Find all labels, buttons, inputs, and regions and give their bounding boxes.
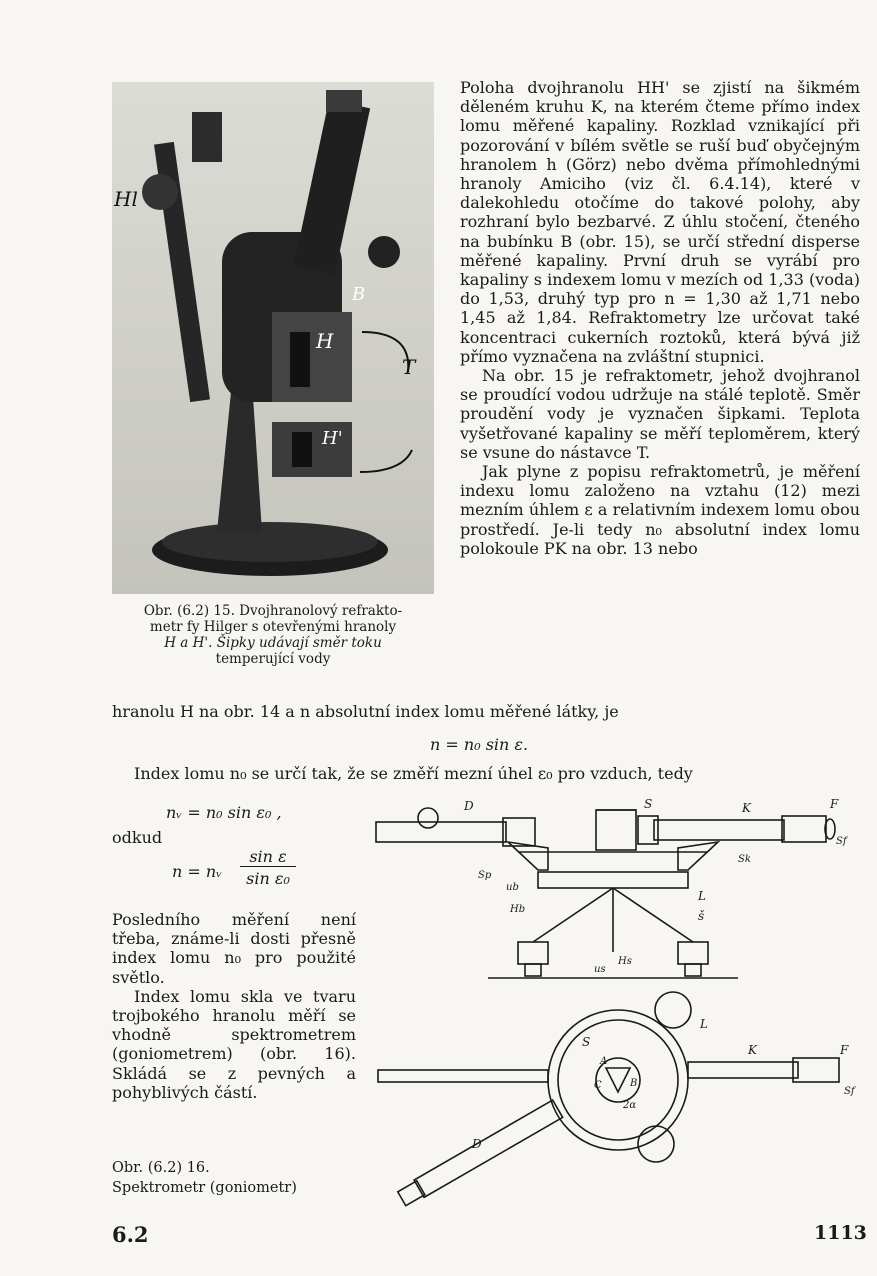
spectrometer-diagram: [368, 792, 868, 1212]
diagram-label-S-top: S: [644, 797, 653, 811]
formula-1: n = n₀ sin ε.: [430, 735, 529, 754]
paragraph-3: Jak plyne z popisu refraktometrů, je měření indexu lomu založeno na vztahu (12) mezi mezním úhlem ε a relativním indexem lomu obou prostředí. Je-li tedy n₀ absolutní index lomu polokoule PK na obr. 13 nebo: [460, 462, 860, 558]
page-number: 1113: [814, 1222, 867, 1244]
diagram-label-ub: ub: [506, 882, 519, 893]
caption15-line4: temperující vody: [215, 651, 331, 667]
diagram-label-Sf-top: Sf: [836, 836, 847, 847]
diagram-label-L-bottom: L: [700, 1017, 708, 1031]
refractometer-photo: [112, 82, 434, 594]
diagram-label-Sk: Sk: [738, 854, 751, 865]
label-B: B: [352, 284, 366, 305]
index-line: Index lomu n₀ se určí tak, že se změří mezní úhel ε₀ pro vzduch, tedy: [134, 764, 693, 783]
left-column-text: [112, 910, 356, 1102]
caption15-line3: H a H'. Šipky udávají směr toku: [164, 635, 382, 651]
diagram-label-Hb: Hb: [510, 904, 526, 915]
formula-3-numerator: sin ε: [240, 848, 296, 867]
caption16-line2: Spektrometr (goniometr): [112, 1180, 297, 1196]
diagram-label-A: A: [600, 1056, 608, 1067]
left-paragraph-1: Posledního měření není třeba, známe-li dosti přesně index lomu n₀ pro použité světlo.: [112, 910, 356, 987]
caption15-line2: metr fy Hilger s otevřenými hranoly: [149, 619, 397, 635]
caption16-line1: Obr. (6.2) 16.: [112, 1160, 210, 1176]
diagram-label-s-top: š: [698, 909, 705, 923]
diagram-label-F-bottom: F: [840, 1043, 849, 1057]
label-H: H: [316, 329, 334, 353]
diagram-label-Sf-bottom: Sf: [844, 1086, 855, 1097]
left-paragraph-2: Index lomu skla ve tvaru trojbokého hranolu měří se vhodně spektrometrem (goniometrem) (obr. 16). Skládá se z pevných a pohyblivých částí.: [112, 986, 356, 1102]
paragraph-2: Na obr. 15 je refraktometr, jehož dvojhranol se proudící vodou udržuje na stálé teplotě. Směr proudění vody je vyznačen šipkami. Teplota vyšetřované kapaliny se měří teploměrem, který se vsune do nástavce T.: [460, 366, 860, 462]
paragraph-1: Poloha dvojhranolu HH' se zjistí na šikmém děleném kruhu K, na kterém čteme přímo index lomu měřené kapaliny. Rozklad vznikající při pozorování v bílém světle se ruší buď obyčejným hranolem h (Görz) nebo dvěma přímohlednými hranoly Amiciho (viz čl. 6.4.14), které v dalekohledu otočíme do takové polohy, aby rozhraní bylo bezbarvé. Z úhlu stočení, čteného na bubínku B (obr. 15), se určí střední disperse měřené kapaliny. První druh se vyrábí pro kapaliny s indexem lomu v mezích od 1,33 (voda) do 1,53, druhý typ pro n = 1,30 až 1,71 nebo 1,45 až 1,84. Refraktometry lze určovat také koncentraci cukerních roztoků, která bývá již přímo vyznačena na zvláštní stupnici.: [460, 78, 860, 366]
diagram-label-2alpha: 2α: [623, 1100, 637, 1111]
diagram-label-B: B: [630, 1078, 638, 1089]
diagram-label-us: us: [594, 964, 606, 975]
diagram-label-D-bottom: D: [472, 1137, 482, 1151]
figure-16-caption: [112, 1158, 297, 1198]
odkud-word: odkud: [112, 828, 163, 847]
section-number: 6.2: [112, 1222, 149, 1247]
diagram-label-D-top: D: [464, 799, 474, 813]
label-T: T: [402, 355, 416, 379]
diagram-label-K-top: K: [742, 801, 751, 815]
full-width-line: hranolu H na obr. 14 a n absolutní index lomu měřené látky, je: [112, 702, 619, 721]
formula-3-lhs: n = nᵥ: [172, 862, 223, 881]
diagram-label-F-top: F: [830, 797, 839, 811]
diagram-label-S-bottom: S: [582, 1035, 591, 1049]
diagram-label-K-bottom: K: [748, 1043, 757, 1057]
formula-3-denominator: sin ε₀: [246, 869, 290, 888]
diagram-label-Sp: Sp: [478, 870, 492, 881]
diagram-label-C: C: [594, 1080, 602, 1091]
figure-15-caption: [112, 603, 434, 667]
formula-2: nᵥ = n₀ sin ε₀ ,: [166, 803, 282, 822]
diagram-label-Hs: Hs: [618, 956, 632, 967]
right-column-text: [460, 78, 860, 558]
label-Hl: Hl: [114, 187, 138, 211]
diagram-label-L-top: L: [698, 889, 706, 903]
label-Hprime: H': [322, 428, 343, 449]
caption15-line1: Obr. (6.2) 15. Dvojhranolový refrakto-: [143, 603, 403, 619]
